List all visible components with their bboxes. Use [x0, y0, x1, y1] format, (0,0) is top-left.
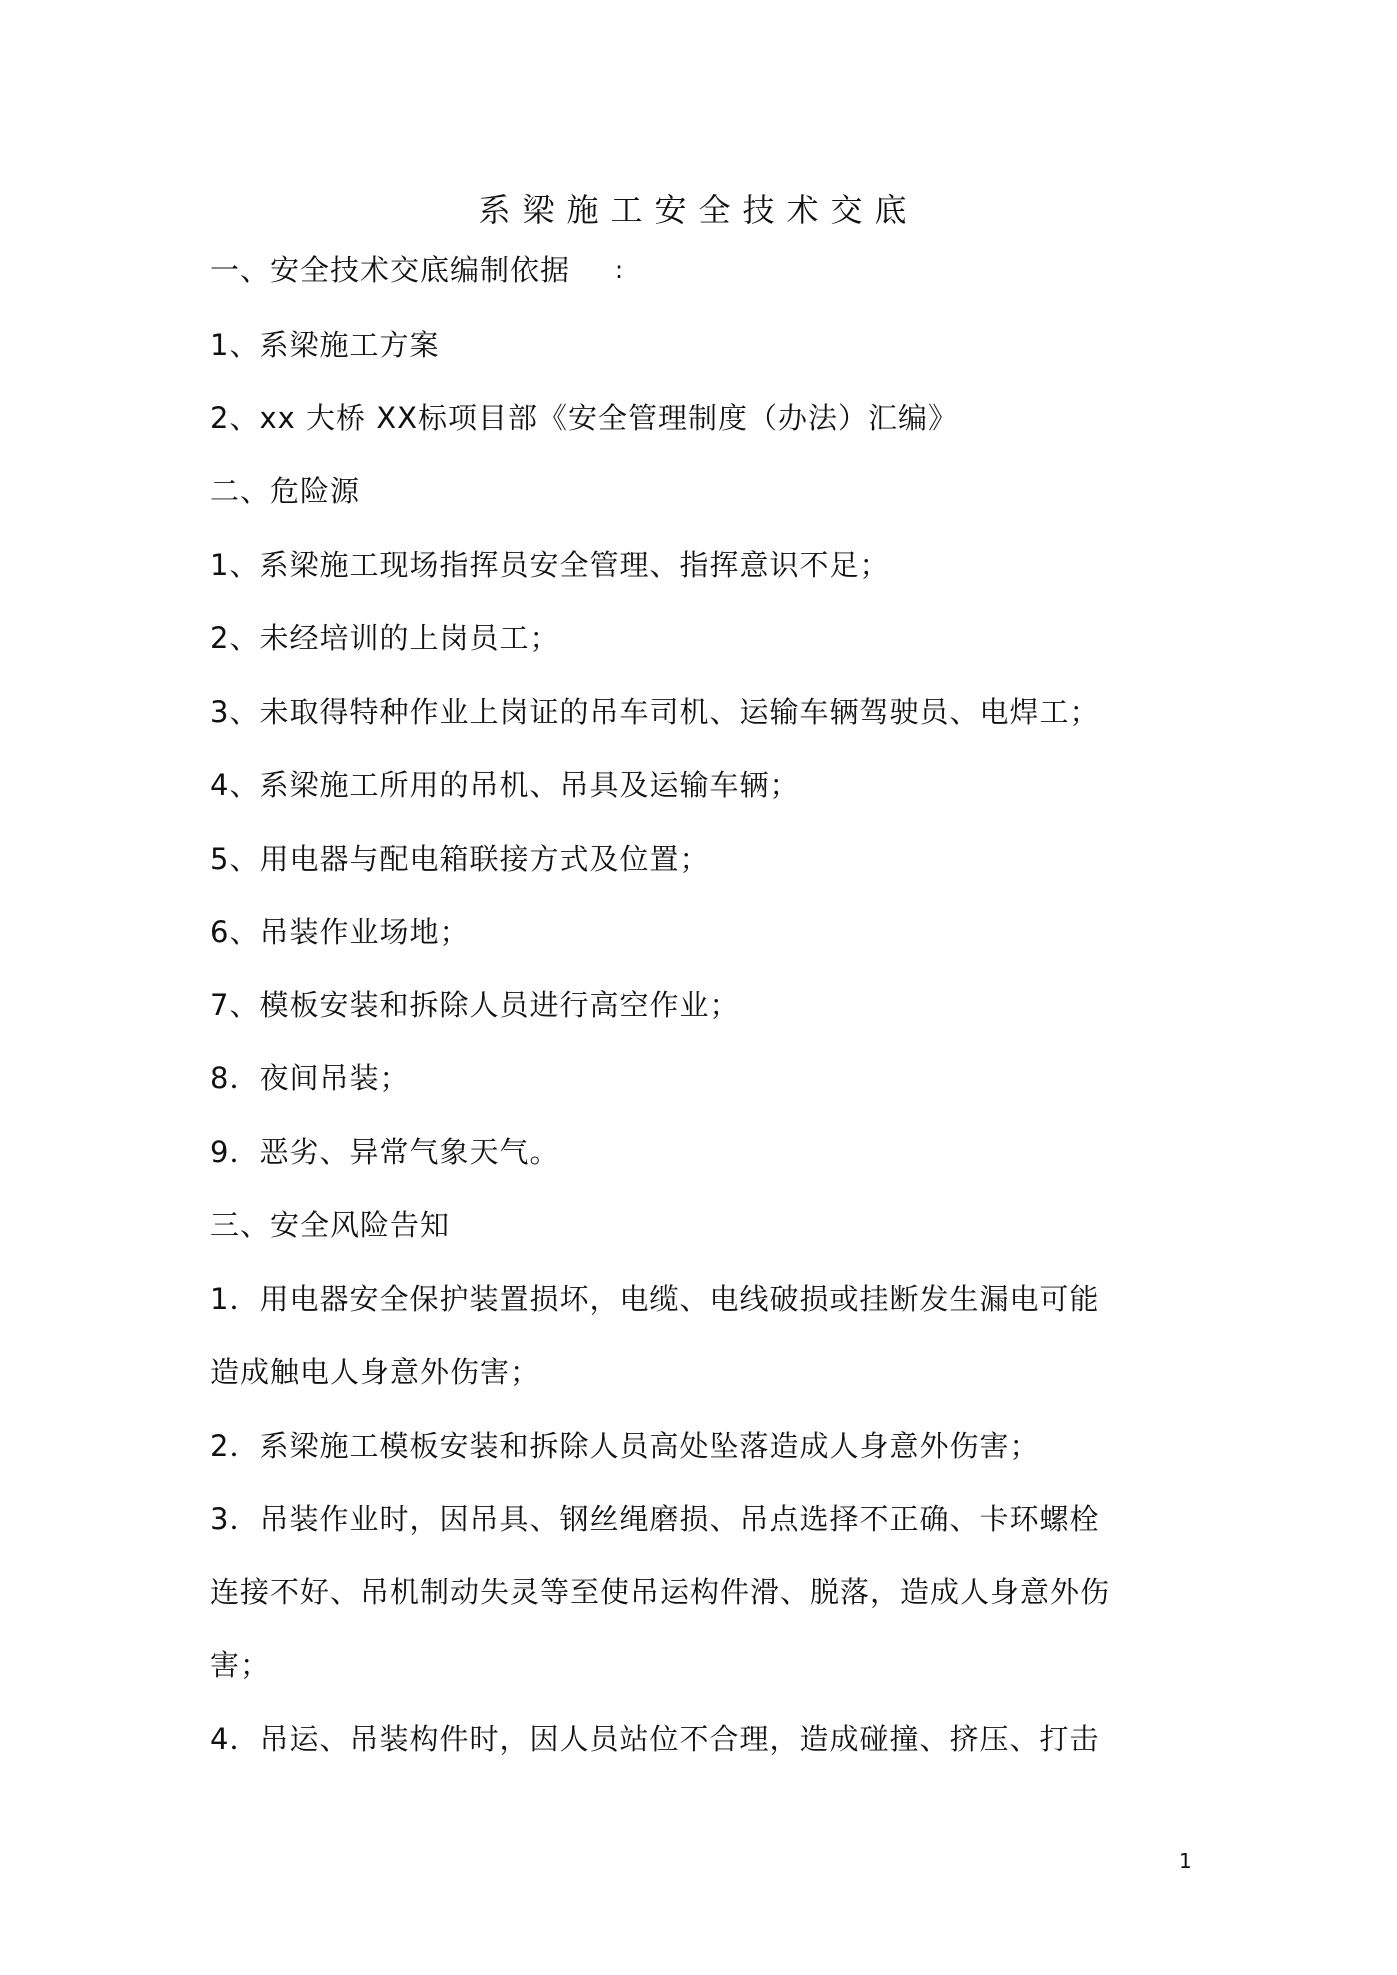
list-item: 7、模板安装和拆除人员进行高空作业；: [210, 988, 740, 1022]
paragraph-line: 造成触电人身意外伤害；: [210, 1355, 541, 1389]
heading-colon: :: [615, 256, 624, 284]
list-item: 3、未取得特种作业上岗证的吊车司机、运输车辆驾驶员、电焊工；: [210, 695, 1100, 729]
section-heading-hazards: 二、危险源: [210, 474, 361, 508]
paragraph-line: 害；: [210, 1648, 271, 1682]
paragraph-line: 1．用电器安全保护装置损坏，电缆、电线破损或挂断发生漏电可能: [210, 1282, 1100, 1316]
paragraph-line: 4．吊运、吊装构件时，因人员站位不合理，造成碰撞、挤压、打击: [210, 1722, 1100, 1756]
paragraph-line: 2．系梁施工模板安装和拆除人员高处坠落造成人身意外伤害；: [210, 1429, 1040, 1463]
list-item: 1、系梁施工方案: [210, 328, 440, 362]
section-heading-risk-notice: 三、安全风险告知: [210, 1208, 451, 1242]
list-item: 8．夜间吊装；: [210, 1061, 410, 1095]
paragraph-line: 连接不好、吊机制动失灵等至使吊运构件滑、脱落，造成人身意外伤: [210, 1575, 1111, 1609]
list-item: 1、系梁施工现场指挥员安全管理、指挥意识不足；: [210, 548, 890, 582]
list-item: 9．恶劣、异常气象天气。: [210, 1135, 560, 1169]
paragraph-line: 3．吊装作业时，因吊具、钢丝绳磨损、吊点选择不正确、卡环螺栓: [210, 1502, 1100, 1536]
page-number: 1: [1179, 1849, 1192, 1873]
list-item: 2、xx 大桥 XX标项目部《安全管理制度（办法）汇编》: [210, 401, 958, 435]
list-item: 4、系梁施工所用的吊机、吊具及运输车辆；: [210, 768, 800, 802]
document-title: 系梁施工安全技术交底: [478, 191, 919, 229]
list-item: 6、吊装作业场地；: [210, 915, 470, 949]
section-heading-basis: 一、安全技术交底编制依据: [210, 253, 571, 287]
list-item: 2、未经培训的上岗员工；: [210, 621, 560, 655]
list-item: 5、用电器与配电箱联接方式及位置；: [210, 842, 710, 876]
